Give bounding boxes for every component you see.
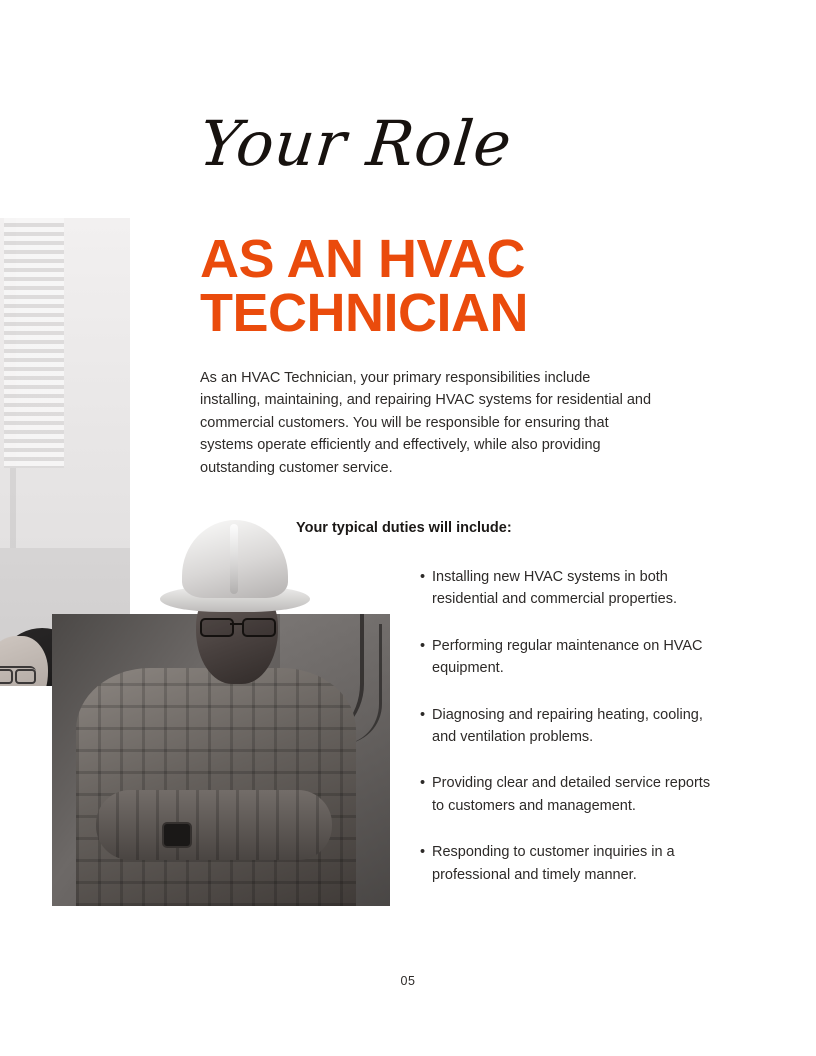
- photo-technician-torso: [76, 668, 356, 906]
- duties-heading: Your typical duties will include:: [296, 520, 512, 536]
- list-item: • Diagnosing and repairing heating, cooling, and ventilation problems.: [420, 704, 720, 749]
- list-item: • Responding to customer inquiries in a professional and timely manner.: [420, 841, 720, 886]
- list-item: • Providing clear and detailed service reports to customers and management.: [420, 772, 720, 817]
- page-number: 05: [400, 974, 416, 988]
- page-title-line-1: AS AN HVAC: [200, 229, 526, 290]
- list-item: • Installing new HVAC systems in both residential and commercial properties.: [420, 566, 720, 611]
- page-title: [200, 229, 630, 344]
- script-title: Your Role: [196, 107, 516, 180]
- page-title-line-2: TECHNICIAN: [200, 283, 528, 344]
- photo-technician-hard-hat: [160, 506, 310, 626]
- intro-paragraph: As an HVAC Technician, your primary responsibilities include installing, maintaining, and repairing HVAC systems for residential and commercial customers. You will be responsible for ensuring that systems operate efficiently and effectively, while also providing outstanding customer service.: [200, 369, 652, 476]
- duties-list: [420, 566, 720, 910]
- photo-window-blind: [4, 218, 64, 468]
- list-item: • Performing regular maintenance on HVAC equipment.: [420, 635, 720, 680]
- photo-technician-crossed-arms: [96, 790, 332, 860]
- photo-woman-glasses: [0, 666, 36, 680]
- hard-hat-ridge: [230, 524, 238, 594]
- photo-technician-watch: [162, 822, 192, 848]
